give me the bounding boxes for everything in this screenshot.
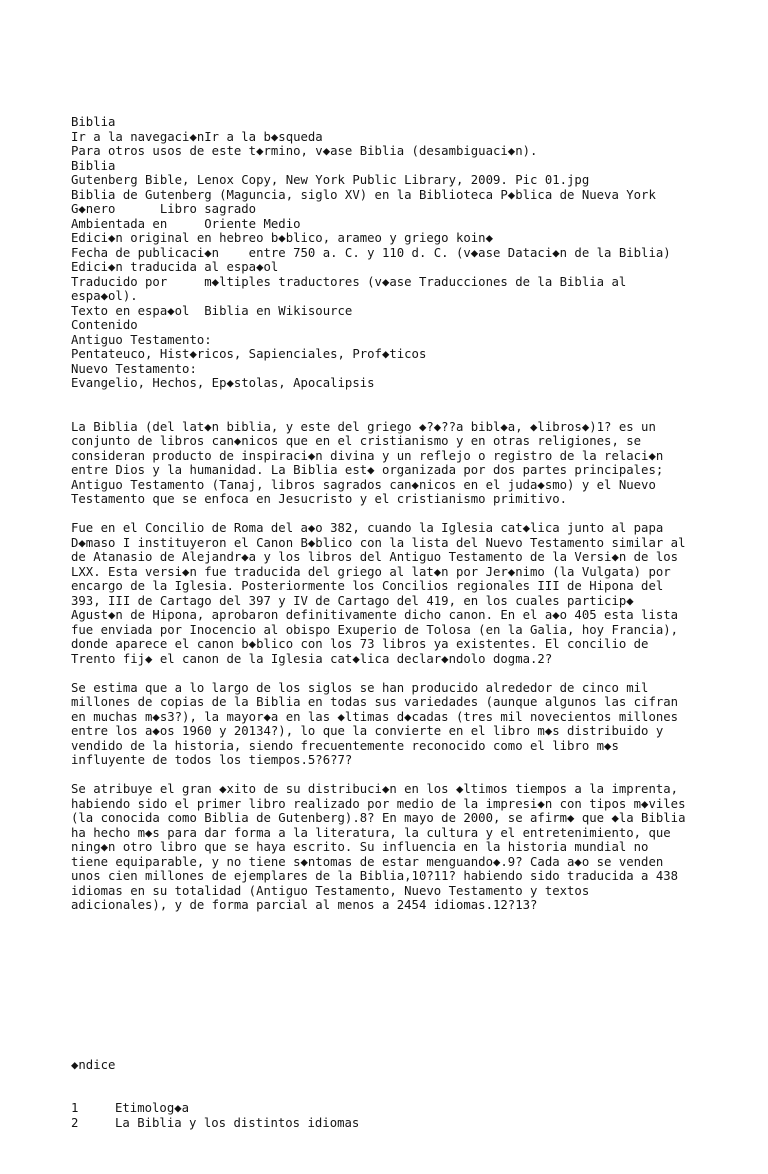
article-paragraphs xyxy=(71,420,761,913)
toc-heading: ◆ndice xyxy=(71,1057,116,1072)
paragraph-line: fue enviada por Inocencio al obispo Exuperio de Tolosa (en la Galia, hoy Francia), xyxy=(71,622,679,637)
table-of-contents xyxy=(71,1029,761,1160)
header-line: espa◆ol). xyxy=(71,289,138,303)
paragraph-line: La Biblia (del lat◆n biblia, y este del griego ◆?◆??a bibl◆a, ◆libros◆)1? es un xyxy=(71,419,656,434)
paragraph-line: Se estima que a lo largo de los siglos se han producido alrededor de cinco mil xyxy=(71,680,649,695)
paragraph-line: encargo de la Iglesia. Posteriormente los Concilios regionales III de Hipona del xyxy=(71,579,664,593)
paragraph-line: tiene equiparable, y no tiene s◆ntomas de estar menguando◆.9? Cada a◆o se venden xyxy=(71,854,664,869)
paragraph-line: (la conocida como Biblia de Gutenberg).8? En mayo de 2000, se afirm◆ que ◆la Biblia xyxy=(71,811,686,825)
toc-item-number: 1 xyxy=(71,1101,79,1115)
paragraph-line: ning◆n otro libro que se haya escrito. Su influencia en la historia mundial no xyxy=(71,840,649,854)
paragraph-line: conjunto de libros can◆nicos que en el cristianismo y en otras religiones, se xyxy=(71,434,642,448)
paragraph-line: donde aparece el canon b◆blico con los 73 libros ya existentes. El concilio de xyxy=(71,637,649,651)
paragraph-line: millones de copias de la Biblia en todas sus variedades (aunque algunos las cifran xyxy=(71,695,679,709)
paragraph-line: idiomas en su totalidad (Antiguo Testamento, Nuevo Testamento y textos xyxy=(71,883,590,898)
header-line: Biblia xyxy=(71,115,116,129)
article-header xyxy=(71,115,761,391)
paragraph-line: LXX. Esta versi◆n fue traducida del griego al lat◆n por Jer◆nimo (la Vulgata) por xyxy=(71,564,671,579)
paragraph-line: Fue en el Concilio de Roma del a◆o 382, cuando la Iglesia cat◆lica junto al papa xyxy=(71,521,664,535)
header-line: Texto en espa◆ol Biblia en Wikisource xyxy=(71,303,353,318)
paragraph-line: habiendo sido el primer libro realizado por medio de la impresi◆n con tipos m◆viles xyxy=(71,796,686,811)
paragraph-gap xyxy=(71,768,761,783)
toc-item-number: 2 xyxy=(71,1115,79,1130)
header-line: Evangelio, Hechos, Ep◆stolas, Apocalipsis xyxy=(71,376,375,390)
paragraph-gap xyxy=(71,666,761,681)
paragraph-line: adicionales), y de forma parcial al menos a 2454 idiomas.12?13? xyxy=(71,898,538,912)
document-body xyxy=(71,86,761,1174)
header-line: Gutenberg Bible, Lenox Copy, New York Public Library, 2009. Pic 01.jpg xyxy=(71,173,590,187)
paragraph-line: entre Dios y la humanidad. La Biblia est◆ organizada por dos partes principales; xyxy=(71,463,664,477)
header-line: Para otros usos de este t◆rmino, v◆ase Biblia (desambiguaci◆n). xyxy=(71,144,538,158)
paragraph-gap xyxy=(71,507,761,522)
paragraph-line: Agust◆n de Hipona, aprobaron definitivamente dicho canon. En el a◆o 405 esta lista xyxy=(71,608,679,622)
paragraph-line: unos cien millones de ejemplares de la Biblia,10?11? habiendo sido traducida a 438 xyxy=(71,869,679,883)
header-line: Fecha de publicaci◆n entre 750 a. C. y 110 d. C. (v◆ase Dataci◆n de la Biblia) xyxy=(71,245,671,260)
header-line: Contenido xyxy=(71,318,138,332)
toc-list xyxy=(71,1101,761,1130)
header-line: Pentateuco, Hist◆ricos, Sapienciales, Prof◆ticos xyxy=(71,347,427,361)
paragraph-line: Testamento que se enfoca en Jesucristo y el cristianismo primitivo. xyxy=(71,492,568,506)
paragraph-line: Trento fij◆ el canon de la Iglesia cat◆lica declar◆ndolo dogma.2? xyxy=(71,651,553,666)
paragraph-line: de Atanasio de Alejandr◆a y los libros del Antiguo Testamento de la Versi◆n de los xyxy=(71,550,679,564)
paragraph-line: en muchas m◆s3?), la mayor◆a en las ◆ltimas d◆cadas (tres mil novecientos millones xyxy=(71,709,679,724)
paragraph-line: D◆maso I instituyeron el Canon B◆blico con la lista del Nuevo Testamento similar al xyxy=(71,535,686,550)
header-line: Traducido por m◆ltiples traductores (v◆ase Traducciones de la Biblia al xyxy=(71,274,627,289)
paragraph xyxy=(71,521,761,666)
spacer xyxy=(71,942,761,957)
toc-item[interactable] xyxy=(71,1101,761,1116)
toc-item-title: Etimolog◆a xyxy=(115,1101,190,1115)
paragraph-line: entre los a◆os 1960 y 20134?), lo que la convierte en el libro m◆s distribuido y xyxy=(71,724,664,738)
header-line: Antiguo Testamento: xyxy=(71,332,212,347)
toc-item[interactable] xyxy=(71,1116,761,1131)
paragraph xyxy=(71,420,761,507)
header-line: Biblia xyxy=(71,158,116,173)
paragraph-line: ha hecho m◆s para dar forma a la literatura, la cultura y el entretenimiento, que xyxy=(71,825,671,840)
paragraph-line: Se atribuye el gran ◆xito de su distribuci◆n en los ◆ltimos tiempos a la imprenta, xyxy=(71,782,679,796)
paragraph-line: 393, III de Cartago del 397 y IV de Cartago del 419, en los cuales particip◆ xyxy=(71,593,634,608)
header-line: Edici◆n original en hebreo b◆blico, arameo y griego koin◆ xyxy=(71,231,493,245)
header-line: Edici◆n traducida al espa◆ol xyxy=(71,260,279,274)
paragraph xyxy=(71,782,761,913)
paragraph-line: influyente de todos los tiempos.5?6?7? xyxy=(71,753,353,767)
paragraph-line: consideran producto de inspiraci◆n divina y un reflejo o registro de la relaci◆n xyxy=(71,448,664,463)
header-line: Biblia de Gutenberg (Maguncia, siglo XV) en la Biblioteca P◆blica de Nueva York xyxy=(71,187,656,202)
paragraph-line: vendido de la historia, siendo frecuentemente reconocido como el libro m◆s xyxy=(71,738,619,753)
header-line: G◆nero Libro sagrado xyxy=(71,202,257,216)
header-line: Ir a la navegaci◆nIr a la b◆squeda xyxy=(71,129,323,144)
toc-item-title: La Biblia y los distintos idiomas xyxy=(115,1115,360,1130)
paragraph xyxy=(71,681,761,768)
header-line: Nuevo Testamento: xyxy=(71,361,197,376)
spacer xyxy=(71,985,761,1000)
header-line: Ambientada en Oriente Medio xyxy=(71,216,301,231)
paragraph-line: Antiguo Testamento (Tanaj, libros sagrados can◆nicos en el juda◆smo) y el Nuevo xyxy=(71,477,656,492)
